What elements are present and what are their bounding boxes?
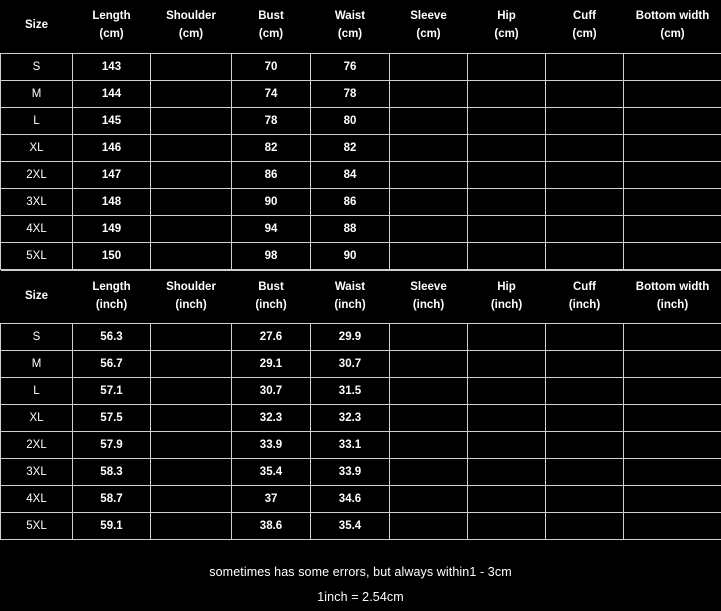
unit-label: (inch) xyxy=(152,297,231,315)
cell-size: XL xyxy=(1,404,73,431)
cell-sleeve xyxy=(390,350,468,377)
cell-bottom-width xyxy=(624,188,721,215)
cell-shoulder xyxy=(151,53,232,80)
cell-shoulder xyxy=(151,242,232,269)
unit-label: (cm) xyxy=(469,26,545,44)
table-row xyxy=(1,242,721,269)
cell-shoulder xyxy=(151,458,232,485)
column-header-bottom-width: Bottom width (inch) xyxy=(624,270,721,323)
column-header-size: Size xyxy=(1,0,73,53)
cell-bust: 35.4 xyxy=(232,458,311,485)
unit-label: (cm) xyxy=(547,26,623,44)
cell-hip xyxy=(468,53,546,80)
cell-bottom-width xyxy=(624,215,721,242)
cell-sleeve xyxy=(390,134,468,161)
cell-waist: 33.1 xyxy=(311,431,390,458)
cell-size: XL xyxy=(1,134,73,161)
cell-cuff xyxy=(546,161,624,188)
column-header-length: Length (inch) xyxy=(73,270,151,323)
cell-shoulder xyxy=(151,215,232,242)
table-row xyxy=(1,431,721,458)
table-row xyxy=(1,80,721,107)
cell-length: 144 xyxy=(73,80,151,107)
cell-sleeve xyxy=(390,53,468,80)
cell-waist: 34.6 xyxy=(311,485,390,512)
cell-shoulder xyxy=(151,512,232,539)
cell-waist: 32.3 xyxy=(311,404,390,431)
cell-shoulder xyxy=(151,377,232,404)
cell-shoulder xyxy=(151,350,232,377)
cell-length: 143 xyxy=(73,53,151,80)
cell-size: L xyxy=(1,107,73,134)
cell-hip xyxy=(468,242,546,269)
cell-hip xyxy=(468,161,546,188)
cell-length: 56.3 xyxy=(73,323,151,350)
unit-label: (inch) xyxy=(625,297,721,315)
cell-hip xyxy=(468,377,546,404)
cell-hip xyxy=(468,215,546,242)
cell-size: 4XL xyxy=(1,215,73,242)
cell-length: 57.1 xyxy=(73,377,151,404)
cell-sleeve xyxy=(390,323,468,350)
cell-cuff xyxy=(546,350,624,377)
table-header-row-inch xyxy=(1,270,721,323)
cell-shoulder xyxy=(151,134,232,161)
unit-label: (cm) xyxy=(312,26,389,44)
cell-sleeve xyxy=(390,512,468,539)
cell-cuff xyxy=(546,323,624,350)
cell-bust: 27.6 xyxy=(232,323,311,350)
cell-length: 57.5 xyxy=(73,404,151,431)
cell-length: 147 xyxy=(73,161,151,188)
cell-shoulder xyxy=(151,107,232,134)
unit-label: (cm) xyxy=(625,26,721,44)
column-header-cuff: Cuff (inch) xyxy=(546,270,624,323)
cell-sleeve xyxy=(390,458,468,485)
table-row xyxy=(1,377,721,404)
cell-waist: 90 xyxy=(311,242,390,269)
cell-cuff xyxy=(546,377,624,404)
table-body-inch xyxy=(1,323,721,539)
cell-bottom-width xyxy=(624,512,721,539)
cell-size: M xyxy=(1,80,73,107)
cell-bottom-width xyxy=(624,431,721,458)
cell-bottom-width xyxy=(624,134,721,161)
cell-shoulder xyxy=(151,161,232,188)
unit-label: (inch) xyxy=(74,297,150,315)
table-row xyxy=(1,323,721,350)
cell-bottom-width xyxy=(624,53,721,80)
table-header-row-cm xyxy=(1,0,721,53)
table-row xyxy=(1,53,721,80)
cell-bust: 98 xyxy=(232,242,311,269)
cell-hip xyxy=(468,107,546,134)
cell-cuff xyxy=(546,80,624,107)
cell-length: 56.7 xyxy=(73,350,151,377)
cell-size: S xyxy=(1,323,73,350)
cell-waist: 30.7 xyxy=(311,350,390,377)
cell-sleeve xyxy=(390,107,468,134)
cell-sleeve xyxy=(390,161,468,188)
cell-size: 3XL xyxy=(1,188,73,215)
cell-waist: 31.5 xyxy=(311,377,390,404)
cell-cuff xyxy=(546,458,624,485)
cell-sleeve xyxy=(390,485,468,512)
cell-size: 5XL xyxy=(1,242,73,269)
column-header-hip: Hip (cm) xyxy=(468,0,546,53)
unit-label: (inch) xyxy=(233,297,310,315)
column-header-waist: Waist (cm) xyxy=(311,0,390,53)
cell-bottom-width xyxy=(624,242,721,269)
unit-conversion-note: 1inch = 2.54cm xyxy=(0,585,721,611)
unit-label: (inch) xyxy=(312,297,389,315)
unit-label: (cm) xyxy=(391,26,467,44)
column-header-length: Length (cm) xyxy=(73,0,151,53)
footer-notes xyxy=(0,540,721,611)
cell-bust: 90 xyxy=(232,188,311,215)
cell-bust: 78 xyxy=(232,107,311,134)
cell-shoulder xyxy=(151,431,232,458)
column-header-hip: Hip (inch) xyxy=(468,270,546,323)
cell-bottom-width xyxy=(624,377,721,404)
cell-waist: 88 xyxy=(311,215,390,242)
cell-cuff xyxy=(546,512,624,539)
cell-cuff xyxy=(546,215,624,242)
cell-bottom-width xyxy=(624,161,721,188)
column-header-bust: Bust (inch) xyxy=(232,270,311,323)
cell-bottom-width xyxy=(624,350,721,377)
column-header-bust: Bust (cm) xyxy=(232,0,311,53)
cell-hip xyxy=(468,485,546,512)
cell-shoulder xyxy=(151,485,232,512)
table-row xyxy=(1,404,721,431)
cell-sleeve xyxy=(390,215,468,242)
cell-bust: 86 xyxy=(232,161,311,188)
size-table-cm xyxy=(0,0,721,270)
table-body-cm xyxy=(1,53,721,269)
cell-bottom-width xyxy=(624,404,721,431)
unit-label: (inch) xyxy=(547,297,623,315)
cell-cuff xyxy=(546,404,624,431)
cell-sleeve xyxy=(390,404,468,431)
table-row xyxy=(1,134,721,161)
cell-size: S xyxy=(1,53,73,80)
cell-length: 57.9 xyxy=(73,431,151,458)
cell-bottom-width xyxy=(624,485,721,512)
cell-cuff xyxy=(546,242,624,269)
cell-hip xyxy=(468,431,546,458)
cell-length: 59.1 xyxy=(73,512,151,539)
cell-hip xyxy=(468,512,546,539)
cell-bottom-width xyxy=(624,107,721,134)
cell-waist: 35.4 xyxy=(311,512,390,539)
cell-hip xyxy=(468,188,546,215)
cell-hip xyxy=(468,80,546,107)
cell-size: 2XL xyxy=(1,161,73,188)
size-table-inch xyxy=(0,270,721,540)
measurement-tolerance-note: sometimes has some errors, but always within1 - 3cm xyxy=(0,560,721,586)
cell-hip xyxy=(468,404,546,431)
cell-bottom-width xyxy=(624,323,721,350)
cell-hip xyxy=(468,458,546,485)
cell-size: L xyxy=(1,377,73,404)
table-row xyxy=(1,161,721,188)
cell-size: 2XL xyxy=(1,431,73,458)
cell-size: 4XL xyxy=(1,485,73,512)
cell-length: 58.3 xyxy=(73,458,151,485)
cell-sleeve xyxy=(390,80,468,107)
cell-bust: 29.1 xyxy=(232,350,311,377)
cell-length: 150 xyxy=(73,242,151,269)
cell-waist: 76 xyxy=(311,53,390,80)
table-row xyxy=(1,350,721,377)
cell-bust: 33.9 xyxy=(232,431,311,458)
cell-shoulder xyxy=(151,404,232,431)
cell-waist: 82 xyxy=(311,134,390,161)
cell-hip xyxy=(468,134,546,161)
table-row xyxy=(1,215,721,242)
cell-bust: 74 xyxy=(232,80,311,107)
cell-waist: 33.9 xyxy=(311,458,390,485)
cell-bust: 94 xyxy=(232,215,311,242)
cell-length: 58.7 xyxy=(73,485,151,512)
column-header-cuff: Cuff (cm) xyxy=(546,0,624,53)
table-row xyxy=(1,458,721,485)
column-header-shoulder: Shoulder (cm) xyxy=(151,0,232,53)
column-header-waist: Waist (inch) xyxy=(311,270,390,323)
cell-bottom-width xyxy=(624,80,721,107)
unit-label: (inch) xyxy=(469,297,545,315)
cell-size: 3XL xyxy=(1,458,73,485)
cell-hip xyxy=(468,323,546,350)
cell-waist: 80 xyxy=(311,107,390,134)
cell-waist: 84 xyxy=(311,161,390,188)
cell-bottom-width xyxy=(624,458,721,485)
cell-size: 5XL xyxy=(1,512,73,539)
cell-cuff xyxy=(546,188,624,215)
cell-size: M xyxy=(1,350,73,377)
cell-bust: 32.3 xyxy=(232,404,311,431)
cell-waist: 29.9 xyxy=(311,323,390,350)
column-header-sleeve: Sleeve (cm) xyxy=(390,0,468,53)
cell-waist: 86 xyxy=(311,188,390,215)
table-row xyxy=(1,107,721,134)
unit-label: (cm) xyxy=(74,26,150,44)
cell-cuff xyxy=(546,107,624,134)
cell-waist: 78 xyxy=(311,80,390,107)
cell-bust: 30.7 xyxy=(232,377,311,404)
cell-cuff xyxy=(546,485,624,512)
cell-sleeve xyxy=(390,431,468,458)
cell-shoulder xyxy=(151,323,232,350)
cell-cuff xyxy=(546,431,624,458)
cell-length: 146 xyxy=(73,134,151,161)
cell-hip xyxy=(468,350,546,377)
column-header-shoulder: Shoulder (inch) xyxy=(151,270,232,323)
column-header-size: Size xyxy=(1,270,73,323)
table-row xyxy=(1,188,721,215)
table-row xyxy=(1,512,721,539)
cell-bust: 82 xyxy=(232,134,311,161)
column-header-sleeve: Sleeve (inch) xyxy=(390,270,468,323)
column-header-bottom-width: Bottom width (cm) xyxy=(624,0,721,53)
unit-label: (cm) xyxy=(152,26,231,44)
cell-bust: 38.6 xyxy=(232,512,311,539)
table-row xyxy=(1,485,721,512)
cell-shoulder xyxy=(151,80,232,107)
cell-length: 149 xyxy=(73,215,151,242)
cell-bust: 37 xyxy=(232,485,311,512)
cell-length: 148 xyxy=(73,188,151,215)
cell-sleeve xyxy=(390,242,468,269)
cell-length: 145 xyxy=(73,107,151,134)
unit-label: (inch) xyxy=(391,297,467,315)
cell-bust: 70 xyxy=(232,53,311,80)
cell-cuff xyxy=(546,53,624,80)
cell-shoulder xyxy=(151,188,232,215)
cell-sleeve xyxy=(390,377,468,404)
cell-cuff xyxy=(546,134,624,161)
unit-label: (cm) xyxy=(233,26,310,44)
cell-sleeve xyxy=(390,188,468,215)
